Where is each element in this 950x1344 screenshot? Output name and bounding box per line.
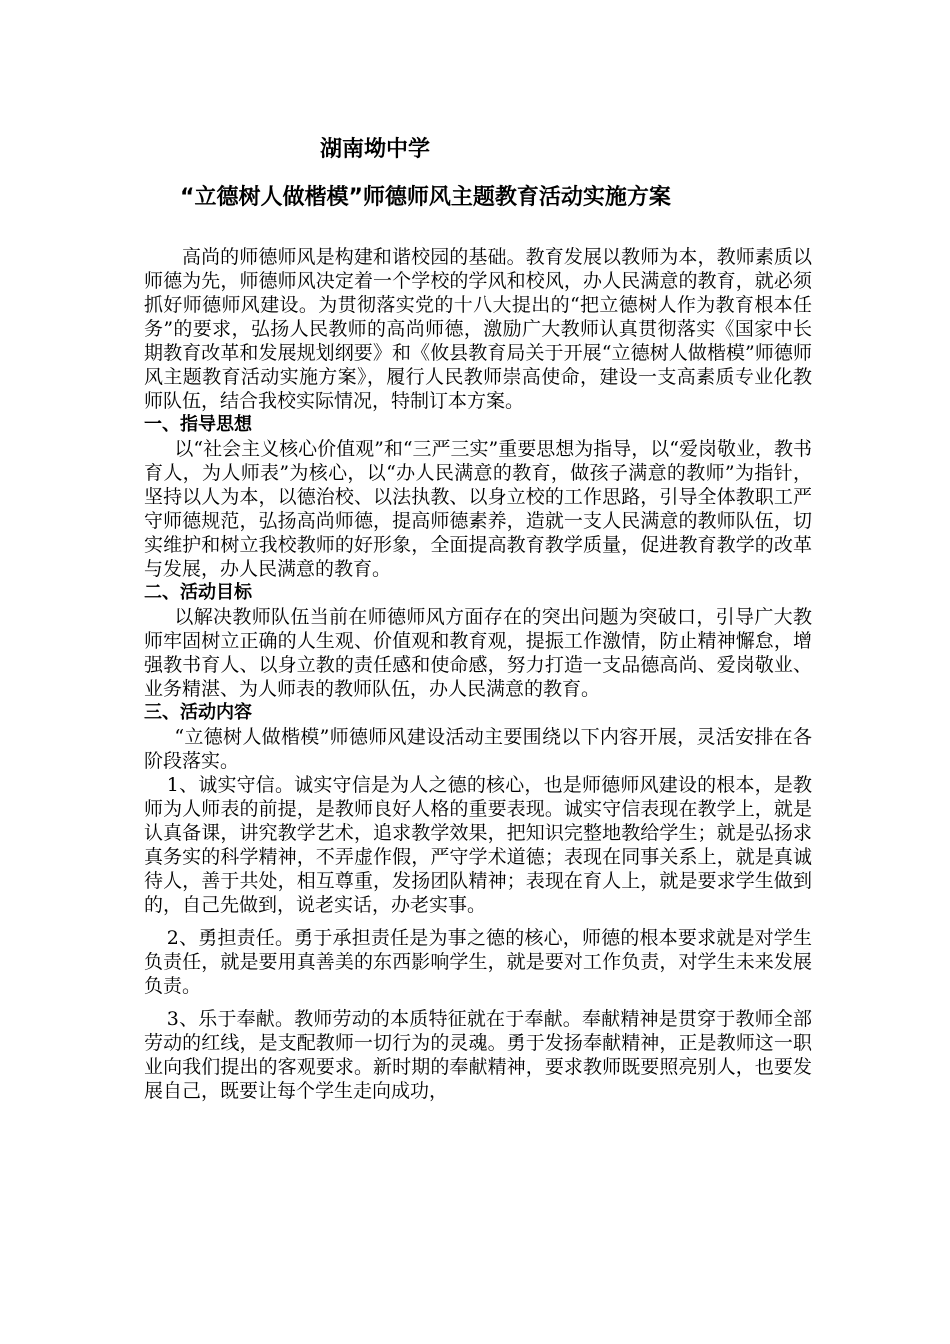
- school-name: 湖南坳中学: [320, 137, 431, 162]
- document-title: “立德树人做楷模”师德师风主题教育活动实施方案: [180, 185, 671, 210]
- content-item-responsibility: 2、勇担责任。勇于承担责任是为事之德的核心，师德的根本要求就是对学生负责任，就是要用真善美的东西影响学生，就是要对工作负责，对学生未来发展负责。: [144, 927, 812, 997]
- section-text-guiding-ideology: 以“社会主义核心价值观”和“三严三实”重要思想为指导，以“爱岗敬业，教书育人，为人师表”为核心，以“办人民满意的教育，做孩子满意的教师”为指针，坚持以人为本，以德治校、以法执教、以身立校的工作思路，引导全体教职工严守师德规范，弘扬高尚师德，提高师德素养，造就一支人民满意的教师队伍，切实维护和树立我校教师的好形象，全面提高教育教学质量，促进教育教学的改革与发展，办人民满意的教育。: [144, 438, 812, 580]
- section-heading-activity-goals: 二、活动目标: [144, 582, 252, 603]
- intro-paragraph: 高尚的师德师风是构建和谐校园的基础。教育发展以教师为本，教师素质以师德为先，师德师风决定着一个学校的学风和校风，办人民满意的教育，就必须抓好师德师风建设。为贯彻落实党的十八大提出的“把立德树人作为教育根本任务”的要求，弘扬人民教师的高尚师德，激励广大教师认真贯彻落实《国家中长期教育改革和发展规划纲要》和《攸县教育局关于开展“立德树人做楷模”师德师风主题教育活动实施方案》，履行人民教师崇高使命，建设一支高素质专业化教师队伍，结合我校实际情况，特制订本方案。: [144, 246, 812, 412]
- section-text-activity-content: “立德树人做楷模”师德师风建设活动主要围绕以下内容开展，灵活安排在各阶段落实。: [144, 726, 812, 772]
- section-text-activity-goals: 以解决教师队伍当前在师德师风方面存在的突出问题为突破口，引导广大教师牢固树立正确的人生观、价值观和教育观，提振工作激情，防止精神懈怠，增强教书育人、以身立教的责任感和使命感，努力打造一支品德高尚、爱岗敬业、业务精湛、为人师表的教师队伍，办人民满意的教育。: [144, 606, 812, 700]
- content-item-dedication: 3、乐于奉献。教师劳动的本质特征就在于奉献。奉献精神是贯穿于教师全部劳动的红线，是支配教师一切行为的灵魂。勇于发扬奉献精神，正是教师这一职业向我们提出的客观要求。新时期的奉献精神，要求教师既要照亮别人，也要发展自己，既要让每个学生走向成功，: [144, 1008, 812, 1102]
- section-heading-activity-content: 三、活动内容: [144, 702, 252, 723]
- document-body: [144, 245, 812, 1103]
- content-item-honesty: 1、诚实守信。诚实守信是为人之德的核心，也是师德师风建设的根本，是教师为人师表的前提，是教师良好人格的重要表现。诚实守信表现在教学上，就是认真备课，讲究教学艺术，追求教学效果，把知识完整地教给学生；就是弘扬求真务实的科学精神，不弄虚作假，严守学术道德；表现在同事关系上，就是真诚待人，善于共处，相互尊重，发扬团队精神；表现在育人上，就是要求学生做到的，自己先做到，说老实话，办老实事。: [144, 774, 812, 916]
- section-heading-guiding-ideology: 一、指导思想: [144, 414, 252, 435]
